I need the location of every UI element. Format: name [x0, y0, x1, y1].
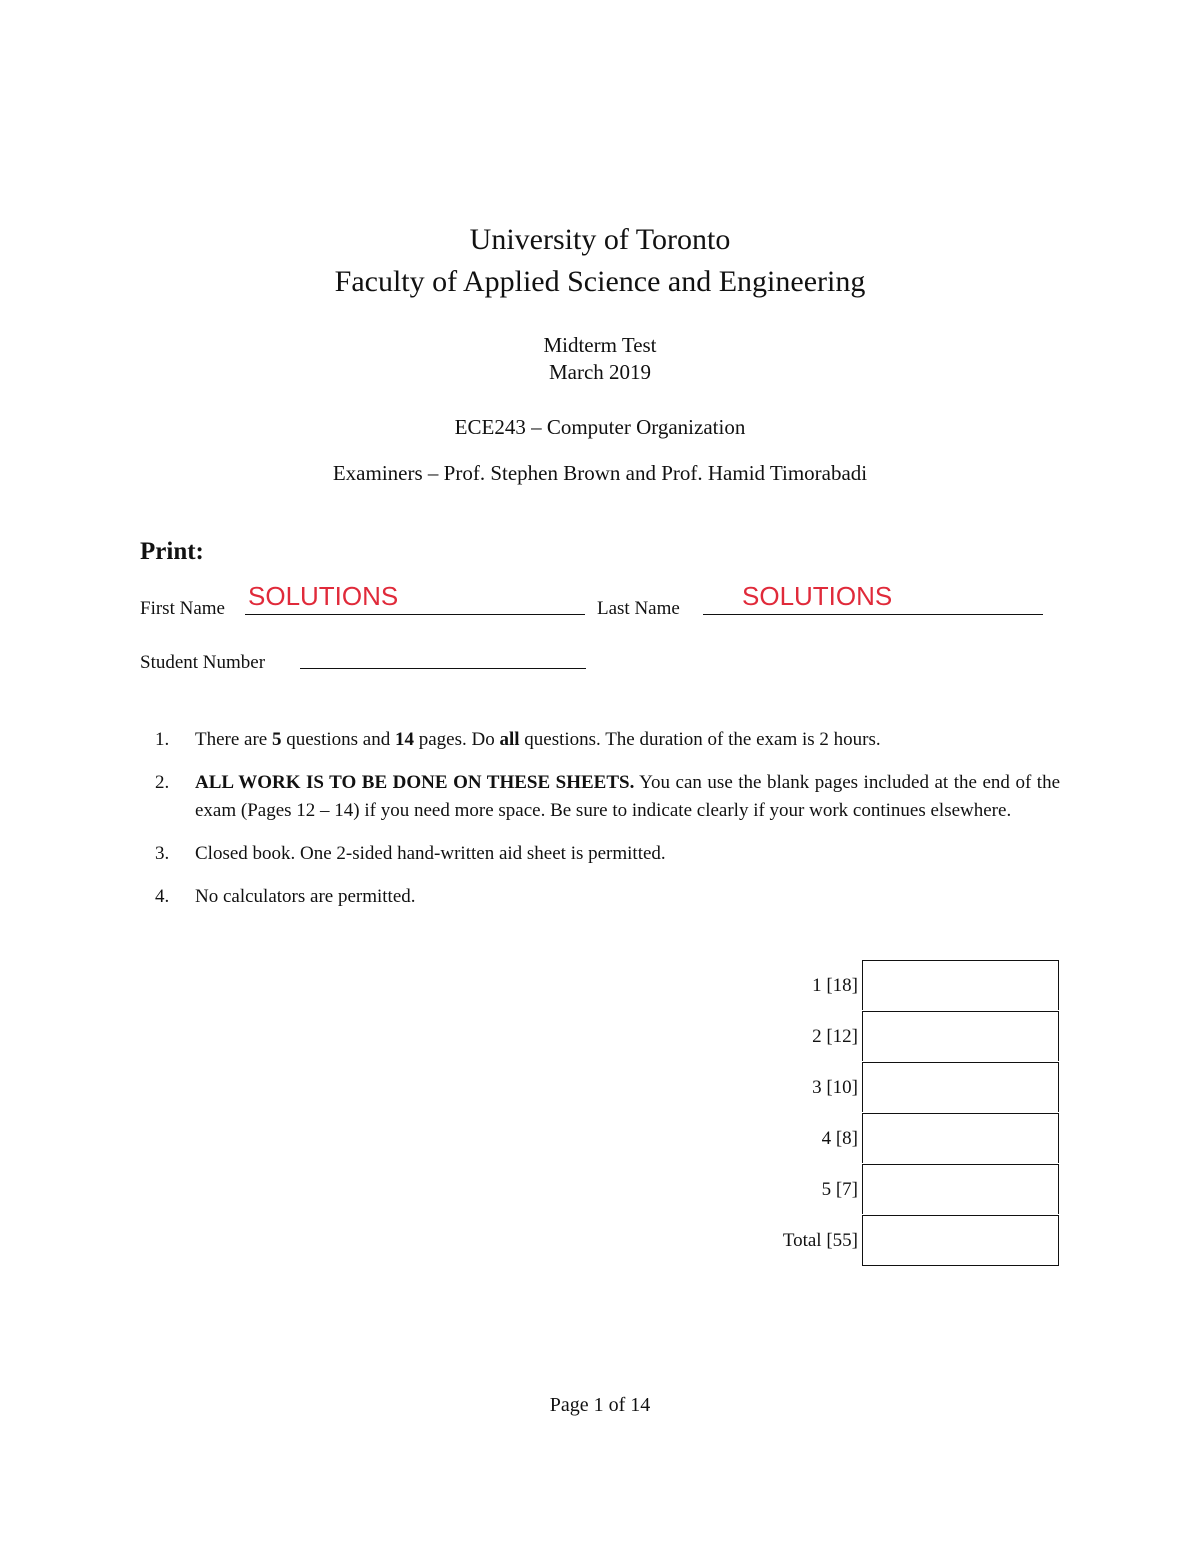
first-name-value: SOLUTIONS: [248, 581, 399, 611]
student-number-line[interactable]: [300, 668, 586, 669]
score-box[interactable]: [862, 1164, 1059, 1214]
score-box[interactable]: [862, 1062, 1059, 1112]
instruction-item: [155, 726, 1060, 754]
university-title: University of Toronto: [469, 223, 731, 256]
instruction-number: 2.: [155, 772, 170, 793]
student-number-label: Student Number: [140, 652, 266, 673]
score-label: 4 [8]: [821, 1128, 858, 1149]
test-type: Midterm Test: [543, 333, 657, 357]
instruction-text: ALL WORK IS TO BE DONE ON THESE SHEETS. You can use the blank pages included at the end of the exam (Pages 12 – 14) if you need more space. Be sure to indicate clearly if your work continues elsewhere.: [195, 772, 1061, 821]
last-name-value: SOLUTIONS: [742, 581, 893, 611]
score-label: 3 [10]: [812, 1077, 858, 1098]
score-label: 5 [7]: [821, 1179, 858, 1200]
instructions-list: [155, 726, 1060, 926]
score-row: [700, 1113, 1059, 1164]
instruction-text: No calculators are permitted.: [195, 886, 416, 907]
score-box[interactable]: [862, 1011, 1059, 1061]
instruction-number: 1.: [155, 729, 170, 750]
score-row-total: [700, 1215, 1059, 1266]
page-number: Page 1 of 14: [549, 1394, 651, 1416]
instruction-text: There are 5 questions and 14 pages. Do all questions. The duration of the exam is 2 hours.: [195, 729, 881, 750]
score-row: [700, 1164, 1059, 1215]
score-table: [700, 960, 1059, 1266]
instruction-item: [155, 883, 1060, 911]
instruction-text: Closed book. One 2-sided hand-written aid sheet is permitted.: [195, 843, 666, 864]
score-row: [700, 960, 1059, 1011]
instruction-number: 3.: [155, 843, 170, 864]
examiners: Examiners – Prof. Stephen Brown and Prof. Hamid Timorabadi: [332, 461, 868, 485]
first-name-line[interactable]: [245, 614, 585, 615]
score-box[interactable]: [862, 1113, 1059, 1163]
score-label: 1 [18]: [812, 975, 858, 996]
score-row: [700, 1011, 1059, 1062]
test-date: March 2019: [548, 360, 652, 384]
instruction-item: [155, 840, 1060, 868]
instruction-item: [155, 769, 1060, 825]
faculty-title: Faculty of Applied Science and Engineering: [334, 265, 866, 298]
instruction-number: 4.: [155, 886, 170, 907]
first-name-label: First Name: [140, 598, 225, 619]
score-label-total: Total [55]: [782, 1230, 858, 1251]
score-row: [700, 1062, 1059, 1113]
course-title: ECE243 – Computer Organization: [454, 415, 746, 439]
print-heading: Print:: [140, 538, 204, 565]
score-box[interactable]: [862, 960, 1059, 1010]
score-box-total[interactable]: [862, 1215, 1059, 1266]
score-label: 2 [12]: [812, 1026, 858, 1047]
last-name-label: Last Name: [597, 598, 680, 619]
last-name-line[interactable]: [703, 614, 1043, 615]
